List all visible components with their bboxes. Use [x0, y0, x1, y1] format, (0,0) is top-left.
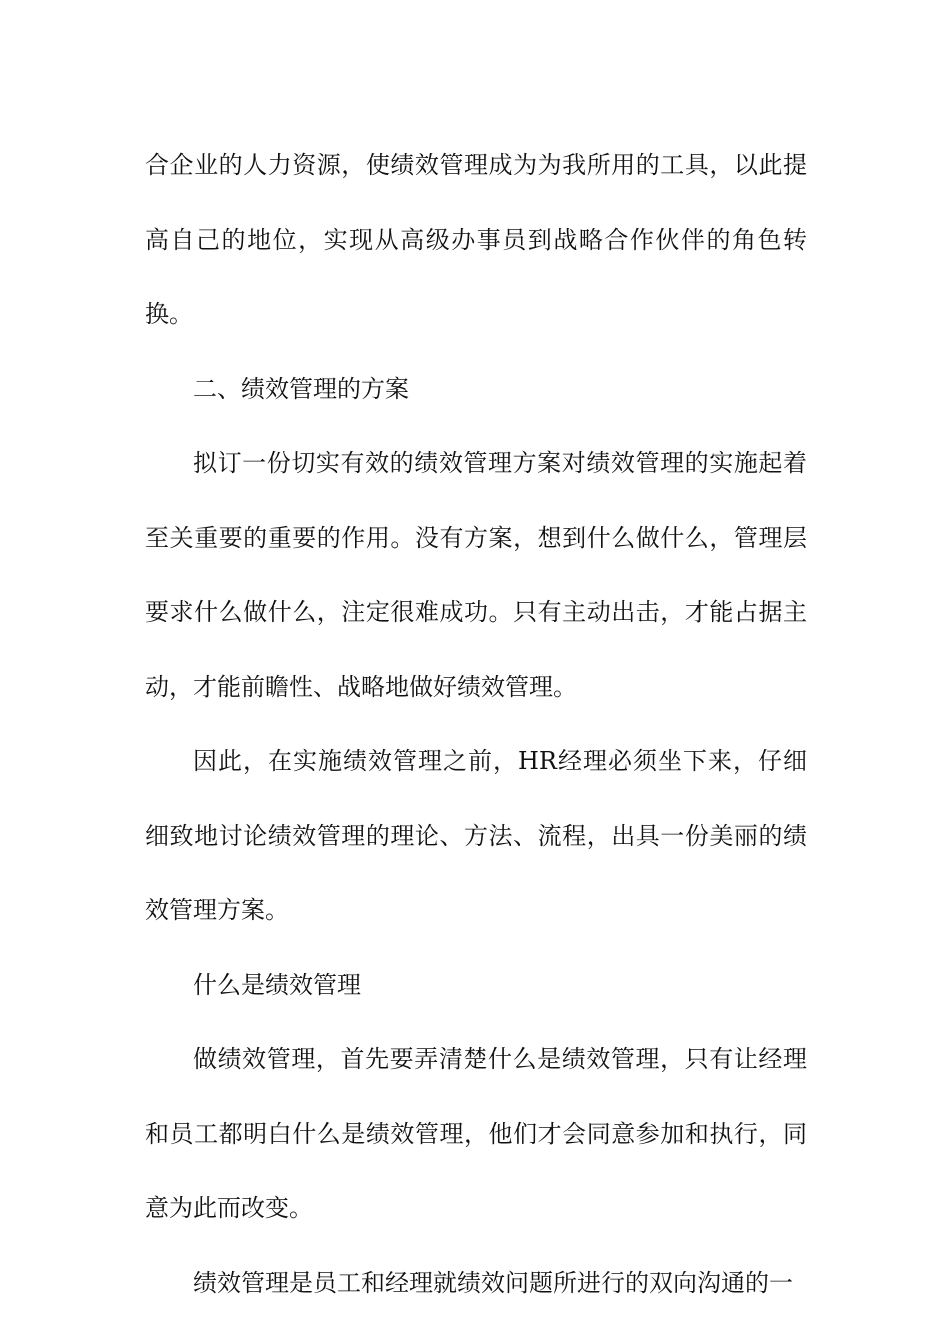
paragraph-continuation: 合企业的人力资源，使绩效管理成为为我所用的工具，以此提高自己的地位，实现从高级办事员到战略合作伙伴的角色转换。: [145, 151, 807, 328]
paragraph-plan-importance: 拟订一份切实有效的绩效管理方案对绩效管理的实施起着至关重要的重要的作用。没有方案，想到什么做什么，管理层要求什么做什么，注定很难成功。只有主动出击，才能占据主动，才能前瞻性、战略地做好绩效管理。: [145, 449, 807, 701]
paragraph-hr-manager: 因此，在实施绩效管理之前，HR经理必须坐下来，仔细细致地讨论绩效管理的理论、方法、流程，出具一份美丽的绩效管理方案。: [145, 747, 807, 924]
subheading-what-is-pm: 什么是绩效管理: [193, 970, 361, 999]
section-heading-plan: 二、绩效管理的方案: [193, 374, 409, 403]
paragraph-understand-pm: 做绩效管理，首先要弄清楚什么是绩效管理，只有让经理和员工都明白什么是绩效管理，他们才会同意参加和执行，同意为此而改变。: [145, 1045, 807, 1222]
document-body: [145, 128, 807, 1320]
paragraph-pm-definition: 绩效管理是员工和经理就绩效问题所进行的双向沟通的一: [193, 1268, 793, 1297]
